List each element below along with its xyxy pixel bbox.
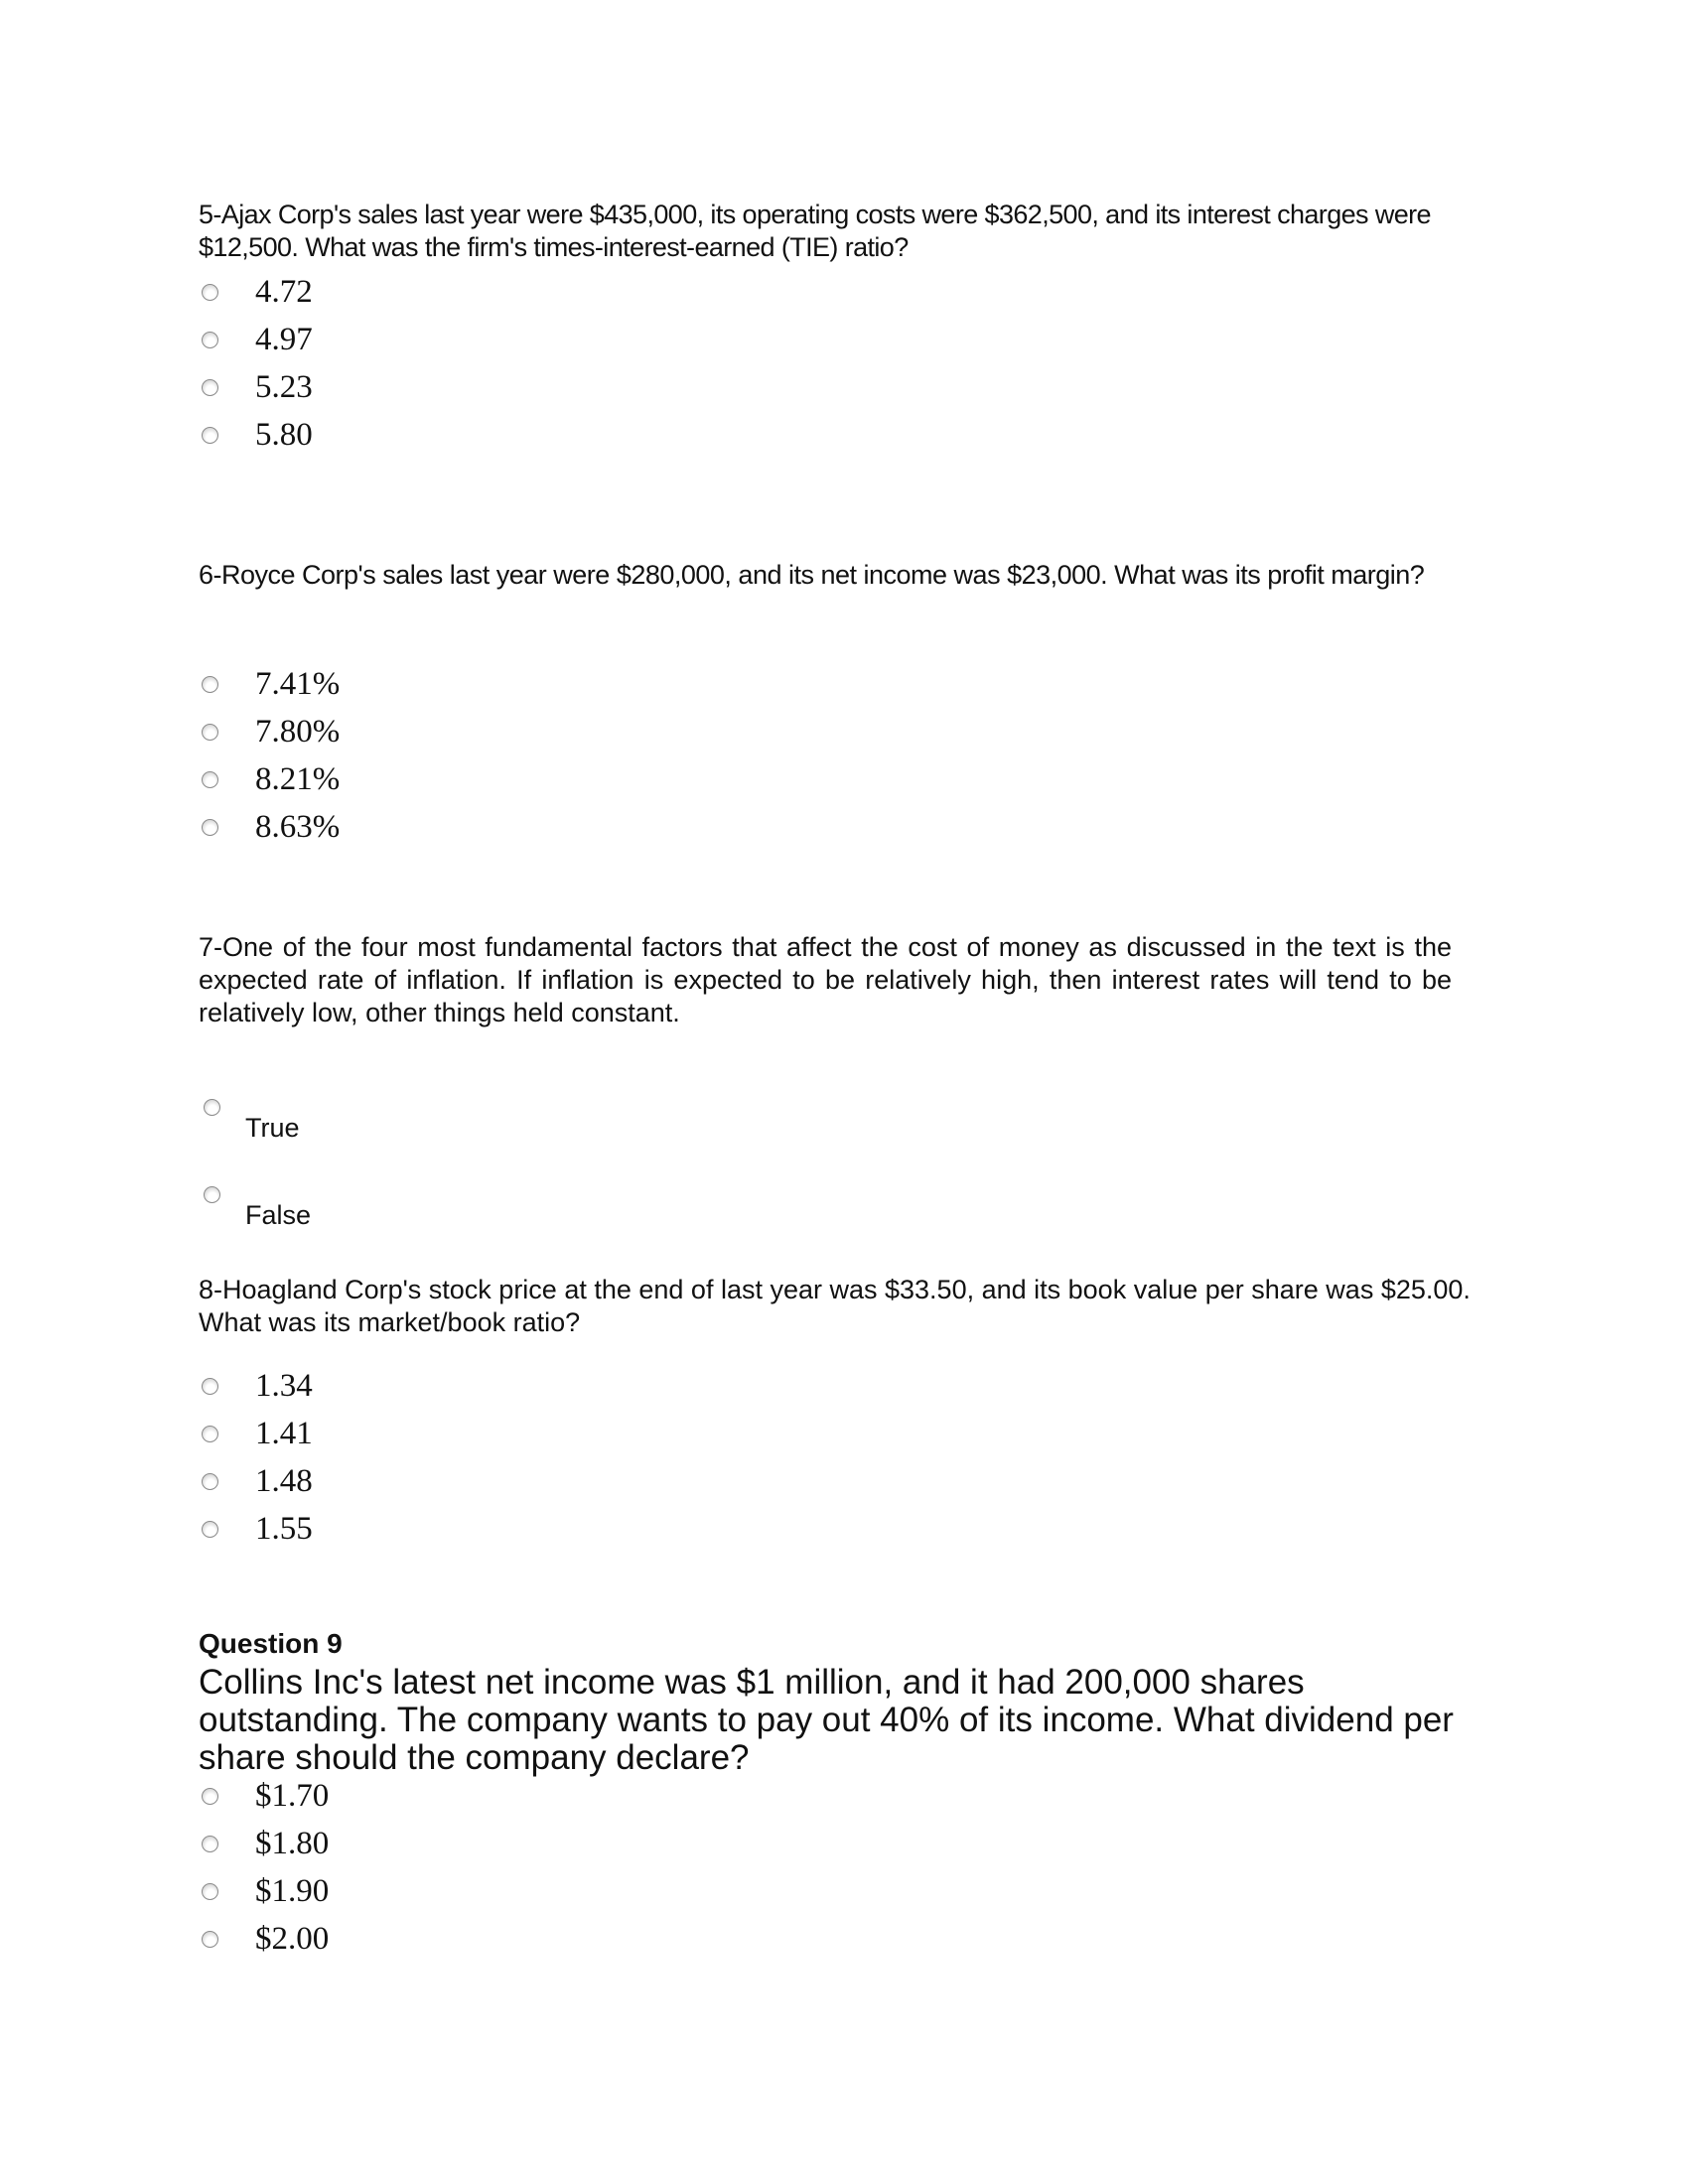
option-label: 7.80% <box>255 713 341 750</box>
radio-button[interactable] <box>202 1378 218 1395</box>
radio-button[interactable] <box>202 1836 218 1852</box>
radio-button[interactable] <box>202 1788 218 1805</box>
option-label: 4.97 <box>255 321 313 357</box>
question-8-text: 8-Hoagland Corp's stock price at the end of last year was $33.50, and its book value per share was $25.00. What was its market/book ratio? <box>199 1275 1471 1337</box>
option-label: $1.70 <box>255 1777 330 1814</box>
radio-button[interactable] <box>204 1099 220 1116</box>
question-5-options <box>199 268 313 459</box>
radio-button[interactable] <box>202 284 218 301</box>
question-7-options <box>199 1099 311 1274</box>
option[interactable] <box>199 411 313 459</box>
option[interactable] <box>199 1820 329 1867</box>
option[interactable] <box>199 1772 329 1820</box>
option-label: 4.72 <box>255 273 313 310</box>
option[interactable] <box>199 1915 329 1963</box>
radio-button[interactable] <box>204 1186 220 1203</box>
radio-button[interactable] <box>202 1426 218 1442</box>
option-label: 1.41 <box>255 1415 313 1451</box>
option-label: False <box>245 1200 312 1230</box>
radio-button[interactable] <box>202 724 218 741</box>
option[interactable] <box>199 1867 329 1915</box>
option-label: $1.80 <box>255 1825 330 1861</box>
radio-button[interactable] <box>202 819 218 836</box>
radio-button[interactable] <box>202 771 218 788</box>
option-label: 8.21% <box>255 760 341 797</box>
option[interactable] <box>199 1457 313 1505</box>
option[interactable] <box>199 363 313 411</box>
question-9-title: Question 9 <box>199 1628 343 1659</box>
option-label: 1.34 <box>255 1367 313 1404</box>
radio-button[interactable] <box>202 1473 218 1490</box>
option-label: 1.48 <box>255 1462 313 1499</box>
option[interactable] <box>199 1362 313 1410</box>
question-9-options <box>199 1772 329 1963</box>
question-6-text: 6-Royce Corp's sales last year were $280,000, and its net income was $23,000. What was its profit margin? <box>199 560 1425 590</box>
option-label: True <box>245 1113 300 1143</box>
option-label: 7.41% <box>255 665 341 702</box>
option-label: 8.63% <box>255 808 341 845</box>
option-label: 5.80 <box>255 416 313 453</box>
option[interactable] <box>199 1410 313 1457</box>
question-8-options <box>199 1362 313 1553</box>
option[interactable] <box>199 660 340 708</box>
radio-button[interactable] <box>202 1931 218 1948</box>
option[interactable] <box>199 1099 311 1186</box>
option[interactable] <box>199 708 340 755</box>
question-7-text: 7-One of the four most fundamental factors that affect the cost of money as discussed in the text is the expected rate of inflation. If inflation is expected to be relatively high, then interest rates will tend to be relatively low, other things held constant. <box>199 932 1452 1027</box>
option-label: $2.00 <box>255 1920 330 1957</box>
radio-button[interactable] <box>202 427 218 444</box>
option[interactable] <box>199 316 313 363</box>
radio-button[interactable] <box>202 379 218 396</box>
question-6-options <box>199 660 340 851</box>
option[interactable] <box>199 1186 311 1274</box>
question-9-text: Collins Inc's latest net income was $1 million, and it had 200,000 shares outstanding. The company wants to pay out 40% of its income. What dividend per share should the company declare? <box>199 1663 1454 1777</box>
option-label: $1.90 <box>255 1872 330 1909</box>
question-5-text: 5-Ajax Corp's sales last year were $435,000, its operating costs were $362,500, and its interest charges were $12,500. What was the firm's times-interest-earned (TIE) ratio? <box>199 200 1431 262</box>
option[interactable] <box>199 268 313 316</box>
radio-button[interactable] <box>202 332 218 348</box>
radio-button[interactable] <box>202 1521 218 1538</box>
option[interactable] <box>199 1505 313 1553</box>
radio-button[interactable] <box>202 676 218 693</box>
radio-button[interactable] <box>202 1883 218 1900</box>
option[interactable] <box>199 755 340 803</box>
option-label: 1.55 <box>255 1510 313 1547</box>
option[interactable] <box>199 803 340 851</box>
option-label: 5.23 <box>255 368 313 405</box>
